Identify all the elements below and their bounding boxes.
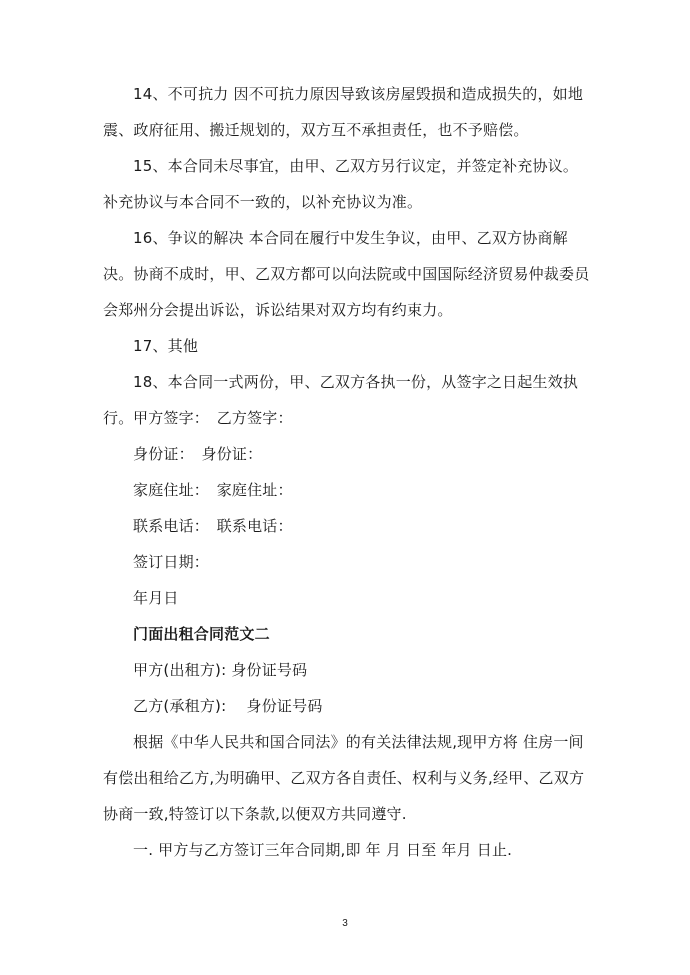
term-clause: 一. 甲方与乙方签订三年合同期,即 年 月 日至 年月 日止. bbox=[133, 841, 513, 859]
phone-line: 联系电话： 联系电话： bbox=[133, 517, 293, 535]
id-card-line: 身份证： 身份证： bbox=[133, 445, 263, 463]
clause-16: 16、争议的解决 本合同在履行中发生争议，由甲、乙双方协商解决。协商不成时，甲、乙双方都可以向法院或中国国际经济贸易仲裁委员会郑州分会提出诉讼，诉讼结果对双方均有约束力。 bbox=[103, 229, 590, 319]
clause-17: 17、其他 bbox=[133, 337, 199, 355]
home-address-line: 家庭住址： 家庭住址： bbox=[133, 481, 293, 499]
section-title: 门面出租合同范文二 bbox=[133, 625, 270, 643]
clause-18: 18、本合同一式两份，甲、乙双方各执一份，从签字之日起生效执行。 bbox=[103, 373, 579, 427]
party-a-line: 甲方(出租方): 身份证号码 bbox=[133, 661, 308, 679]
clause-15: 15、本合同未尽事宜，由甲、乙双方另行议定，并签定补充协议。补充协议与本合同不一致的，以补充协议为准。 bbox=[103, 157, 579, 211]
page-number: 3 bbox=[342, 918, 348, 929]
party-b-line: 乙方(承租方): 身份证号码 bbox=[133, 697, 323, 715]
signature-line: 甲方签字： 乙方签字： bbox=[133, 409, 293, 427]
date-line: 年月日 bbox=[133, 589, 179, 607]
sign-date-line: 签订日期： bbox=[133, 553, 210, 571]
preamble-paragraph: 根据《中华人民共和国合同法》的有关法律法规,现甲方将 住房一间有偿出租给乙方,为明确甲、乙双方各自责任、权利与义务,经甲、乙双方协商一致,特签订以下条款,以便双方共同遵守. bbox=[103, 733, 585, 823]
clause-14: 14、不可抗力 因不可抗力原因导致该房屋毁损和造成损失的，如地震、政府征用、搬迁规划的，双方互不承担责任，也不予赔偿。 bbox=[103, 85, 584, 139]
